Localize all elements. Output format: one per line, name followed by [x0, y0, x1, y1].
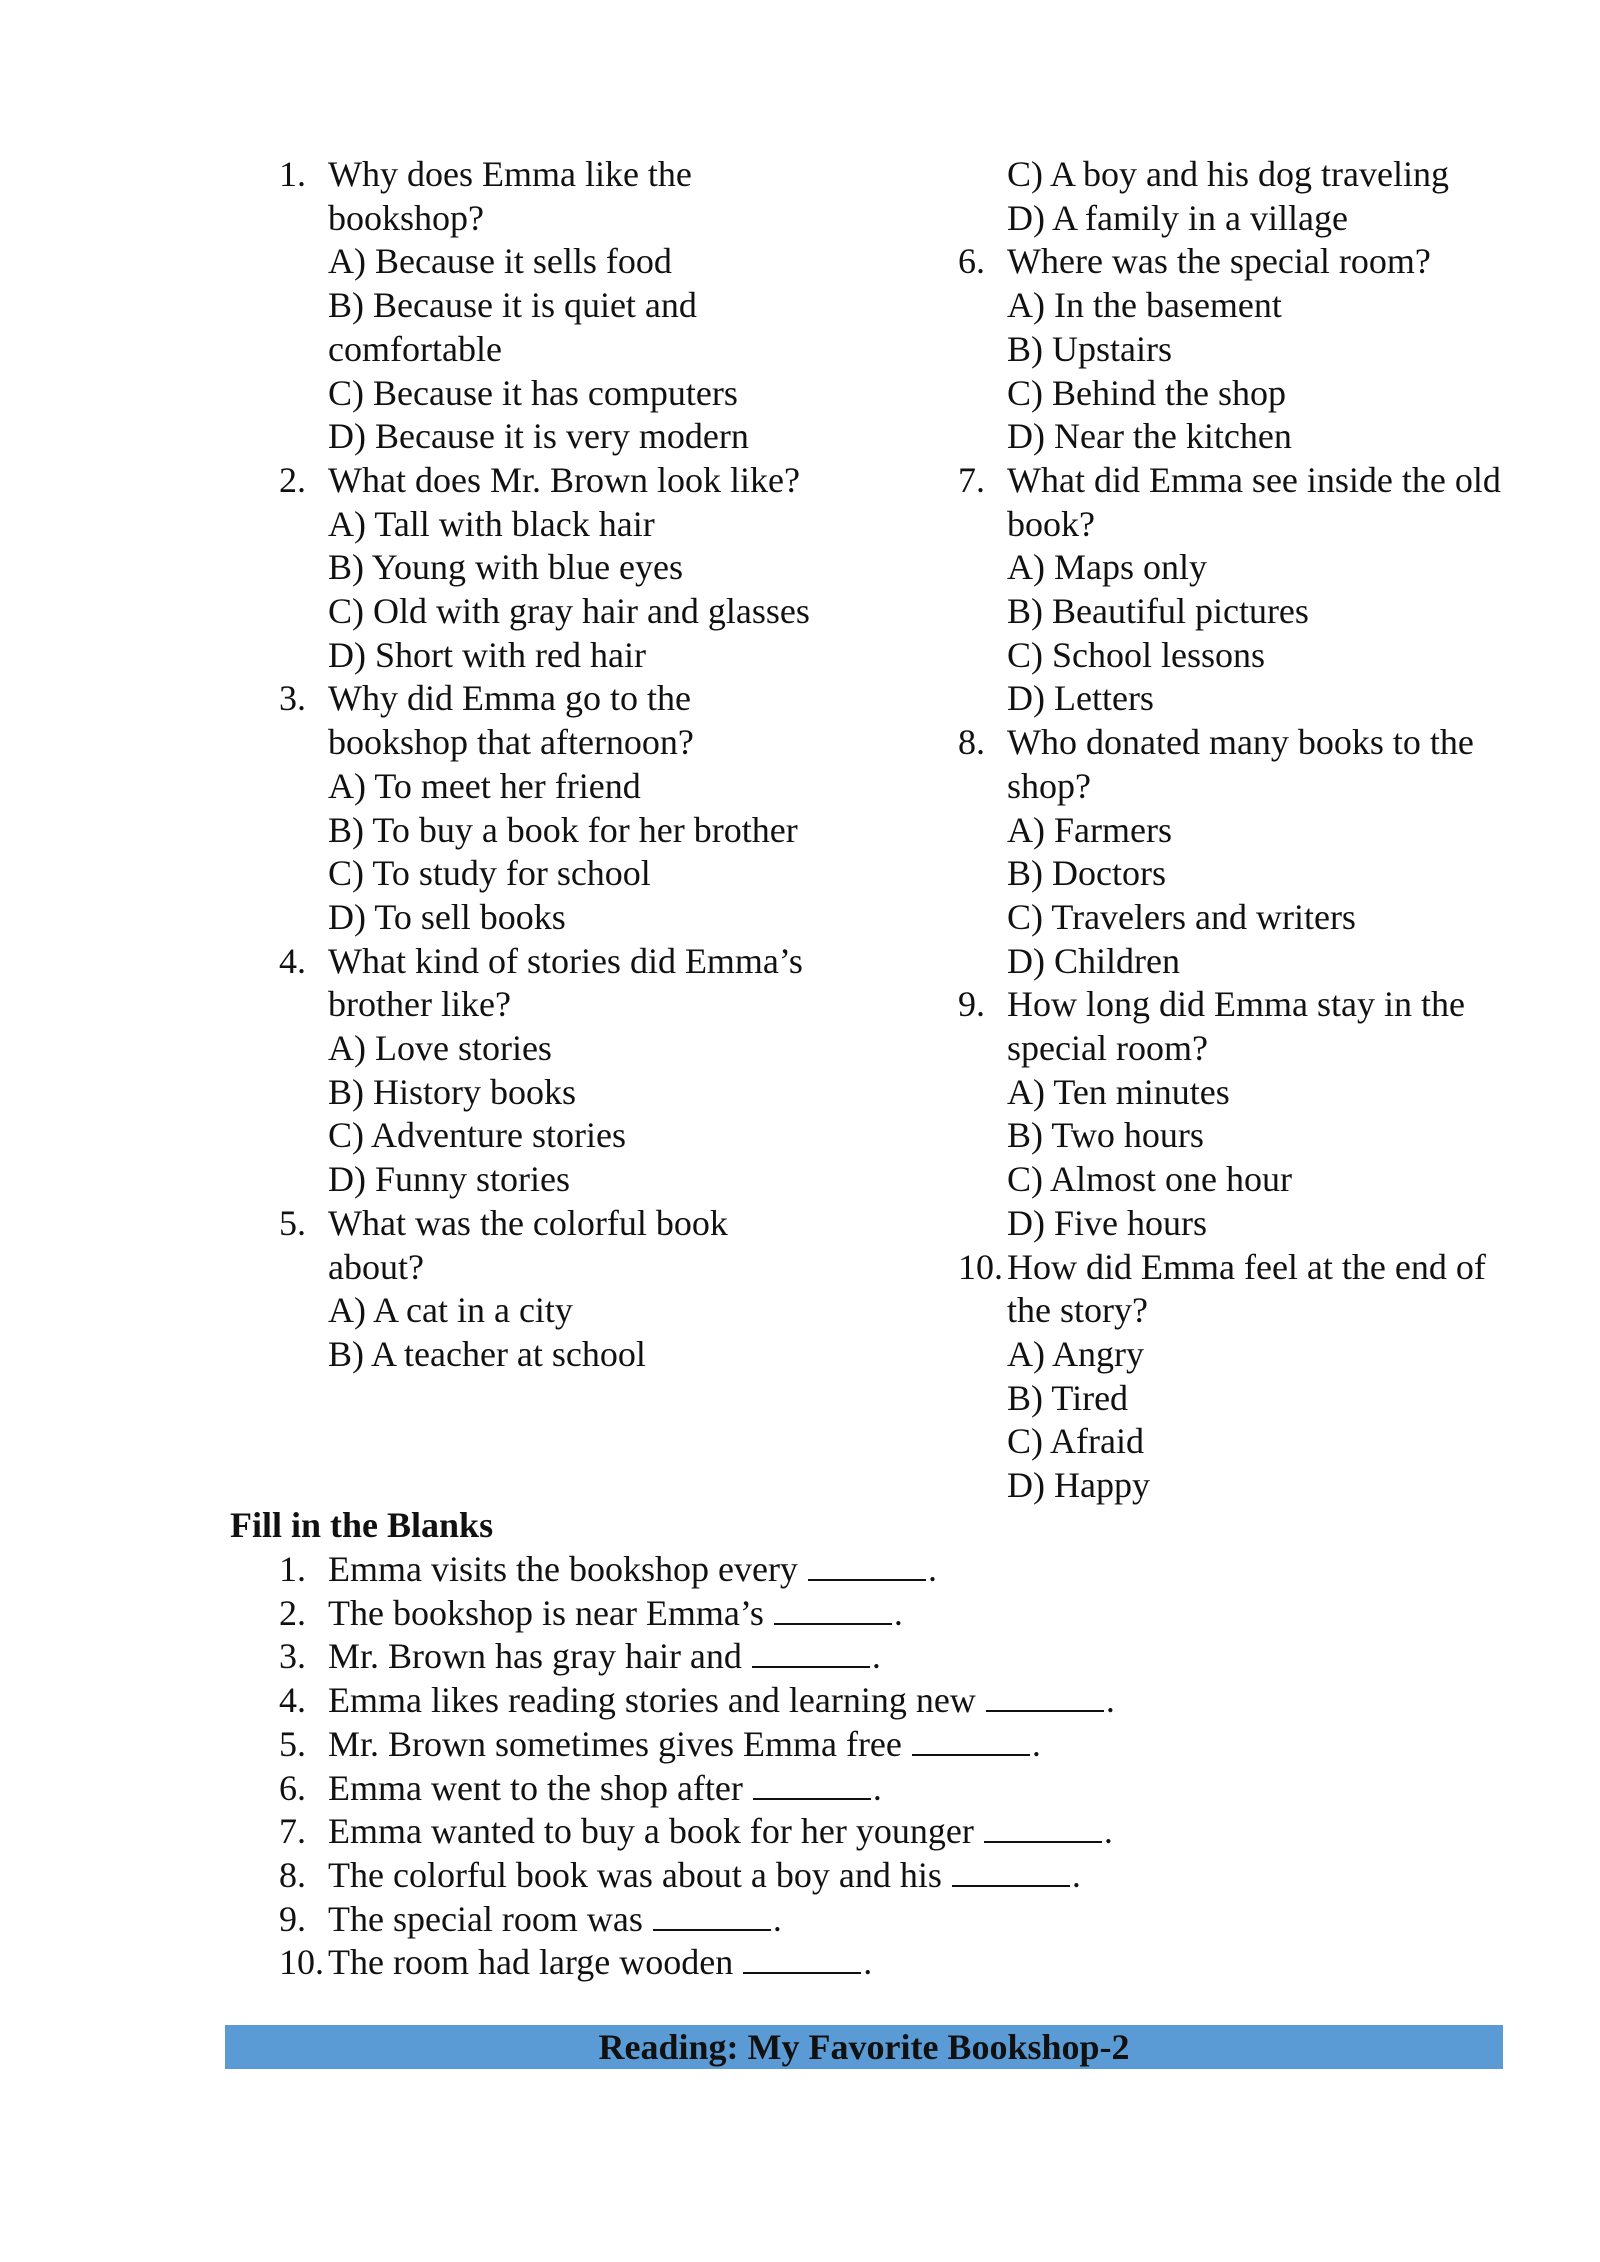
option-d[interactable]: D) A family in a village: [1007, 197, 1348, 238]
option-a[interactable]: A) Love stories: [328, 1028, 552, 1069]
option-b[interactable]: B) Because it is quiet and comfortable: [328, 285, 697, 369]
option-b[interactable]: B) Beautiful pictures: [1007, 591, 1309, 632]
fill-item-3: 3. Mr. Brown has gray hair and .: [279, 1635, 1379, 1679]
item-text: The colorful book was about a boy and his: [328, 1854, 942, 1895]
item-text: Emma visits the bookshop every: [328, 1549, 798, 1589]
item-text: Mr. Brown sometimes gives Emma free: [328, 1723, 902, 1764]
item-text: Emma likes reading stories and learning new: [328, 1680, 976, 1721]
question-3: [279, 677, 819, 939]
item-text: Emma wanted to buy a book for her younger: [328, 1811, 974, 1852]
question-6: [958, 240, 1518, 459]
option-c[interactable]: C) Adventure stories: [328, 1115, 626, 1156]
option-a[interactable]: A) Maps only: [1007, 547, 1207, 588]
option-d[interactable]: D) Happy: [1007, 1465, 1150, 1506]
option-c[interactable]: C) Because it has computers: [328, 372, 738, 413]
question-number: 1.: [279, 154, 306, 194]
questions-left-column: [279, 153, 819, 1377]
question-10: [958, 1246, 1518, 1508]
question-number: 8.: [958, 722, 985, 763]
option-b[interactable]: B) A teacher at school: [328, 1333, 646, 1374]
option-c[interactable]: C) Behind the shop: [1007, 372, 1286, 413]
question-text: What did Emma see inside the old book?: [1007, 459, 1501, 544]
option-d[interactable]: D) To sell books: [328, 896, 566, 937]
option-b[interactable]: B) Tired: [1007, 1377, 1129, 1418]
question-7: [958, 459, 1518, 721]
answer-blank[interactable]: [774, 1593, 892, 1625]
question-number: 5.: [279, 1202, 306, 1243]
item-number: 5.: [279, 1723, 306, 1764]
option-c[interactable]: C) To study for school: [328, 853, 651, 894]
question-text: Who donated many books to the shop?: [1007, 722, 1474, 806]
question-number: 7.: [958, 459, 985, 500]
answer-blank[interactable]: [743, 1942, 861, 1974]
answer-blank[interactable]: [653, 1899, 771, 1931]
option-d[interactable]: D) Five hours: [1007, 1202, 1207, 1243]
option-c[interactable]: C) School lessons: [1007, 634, 1266, 675]
option-c[interactable]: C) Travelers and writers: [1007, 896, 1356, 937]
answer-blank[interactable]: [752, 1636, 870, 1668]
option-b[interactable]: B) Two hours: [1007, 1115, 1204, 1156]
option-a[interactable]: A) Ten minutes: [1007, 1071, 1230, 1112]
answer-blank[interactable]: [984, 1811, 1102, 1843]
fill-item-1: 1. Emma visits the bookshop every .: [279, 1548, 1379, 1592]
option-d[interactable]: D) Letters: [1007, 678, 1154, 719]
option-a[interactable]: A) Angry: [1007, 1333, 1144, 1374]
fill-item-10: 10. The room had large wooden .: [279, 1941, 1379, 1985]
question-number: 4.: [279, 940, 306, 981]
questions-right-column: [958, 153, 1518, 1508]
question-text: Why does Emma like the bookshop?: [328, 154, 692, 238]
item-text: Emma went to the shop after: [328, 1767, 743, 1808]
option-b[interactable]: B) History books: [328, 1071, 577, 1112]
item-text: The room had large wooden: [328, 1942, 734, 1983]
option-b[interactable]: B) Doctors: [1007, 853, 1166, 894]
question-number: 10.: [958, 1246, 1003, 1287]
answer-blank[interactable]: [753, 1768, 871, 1800]
footer-title: Reading: My Favorite Bookshop-2: [598, 2027, 1130, 2067]
option-c[interactable]: C) Afraid: [1007, 1421, 1144, 1462]
question-text: Why did Emma go to the bookshop that afternoon?: [328, 678, 694, 763]
question-text: What kind of stories did Emma’s brother like?: [328, 940, 803, 1025]
option-a[interactable]: A) A cat in a city: [328, 1290, 573, 1331]
item-number: 3.: [279, 1636, 306, 1677]
option-d[interactable]: D) Funny stories: [328, 1159, 570, 1200]
fill-item-8: 8. The colorful book was about a boy and his .: [279, 1854, 1379, 1898]
question-number: 9.: [958, 984, 985, 1025]
option-a[interactable]: A) Farmers: [1007, 809, 1172, 850]
option-d[interactable]: D) Because it is very modern: [328, 416, 749, 457]
option-d[interactable]: D) Near the kitchen: [1007, 416, 1292, 457]
option-c[interactable]: C) Old with gray hair and glasses: [328, 591, 810, 632]
option-c[interactable]: C) A boy and his dog traveling: [1007, 154, 1449, 194]
item-number: 2.: [279, 1592, 306, 1633]
item-number: 9.: [279, 1898, 306, 1939]
option-a[interactable]: A) Tall with black hair: [328, 503, 655, 544]
fill-item-7: 7. Emma wanted to buy a book for her younger .: [279, 1810, 1379, 1854]
question-text: Where was the special room?: [1007, 241, 1431, 282]
item-number: 4.: [279, 1680, 306, 1721]
item-number: 1.: [279, 1549, 306, 1589]
question-number: 3.: [279, 678, 306, 719]
item-text: The special room was: [328, 1898, 643, 1939]
question-2: [279, 459, 819, 678]
question-text: How long did Emma stay in the special room?: [1007, 984, 1465, 1069]
fill-item-4: 4. Emma likes reading stories and learning new .: [279, 1679, 1379, 1723]
answer-blank[interactable]: [808, 1549, 926, 1581]
question-5: [279, 1202, 819, 1377]
question-text: What was the colorful book about?: [328, 1202, 728, 1287]
option-b[interactable]: B) To buy a book for her brother: [328, 809, 798, 850]
fill-item-9: 9. The special room was .: [279, 1898, 1379, 1942]
option-b[interactable]: B) Young with blue eyes: [328, 547, 684, 588]
option-a[interactable]: A) Because it sells food: [328, 241, 672, 282]
answer-blank[interactable]: [986, 1680, 1104, 1712]
answer-blank[interactable]: [952, 1855, 1070, 1887]
item-number: 7.: [279, 1811, 306, 1852]
footer-banner: [225, 2025, 1503, 2069]
question-8: [958, 721, 1518, 983]
question-1: [279, 153, 819, 459]
question-number: 2.: [279, 459, 306, 500]
question-4: [279, 940, 819, 1202]
option-d[interactable]: D) Short with red hair: [328, 634, 646, 675]
option-a[interactable]: A) To meet her friend: [328, 765, 641, 806]
question-text: What does Mr. Brown look like?: [328, 459, 800, 500]
option-d[interactable]: D) Children: [1007, 940, 1180, 981]
question-9: [958, 983, 1518, 1245]
question-number: 6.: [958, 241, 985, 282]
fill-item-5: 5. Mr. Brown sometimes gives Emma free .: [279, 1723, 1379, 1767]
option-c[interactable]: C) Almost one hour: [1007, 1159, 1292, 1200]
answer-blank[interactable]: [912, 1724, 1030, 1756]
question-5-continued: [958, 153, 1518, 240]
item-text: Mr. Brown has gray hair and: [328, 1636, 742, 1677]
option-b[interactable]: B) Upstairs: [1007, 328, 1172, 369]
fill-in-list: [279, 1548, 1379, 1985]
item-number: 10.: [279, 1942, 324, 1983]
item-text: The bookshop is near Emma’s: [328, 1592, 764, 1633]
item-number: 6.: [279, 1767, 306, 1808]
question-text: How did Emma feel at the end of the story?: [1007, 1246, 1486, 1331]
item-number: 8.: [279, 1854, 306, 1895]
fill-in-heading: Fill in the Blanks: [230, 1505, 494, 1545]
fill-item-2: 2. The bookshop is near Emma’s .: [279, 1592, 1379, 1636]
fill-item-6: 6. Emma went to the shop after .: [279, 1767, 1379, 1811]
option-a[interactable]: A) In the basement: [1007, 285, 1282, 326]
